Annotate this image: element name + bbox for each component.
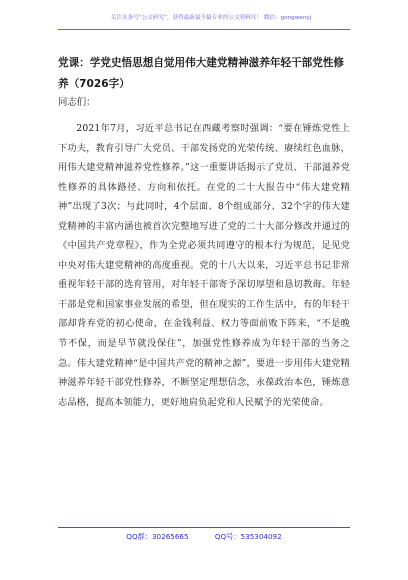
header-banner: 关注头条号“公文研究”，获得最新最全最专业的公文资料库！ 微信：gongwenyj bbox=[110, 15, 312, 21]
salutation: 同志们： bbox=[58, 97, 96, 108]
body-paragraph: 2021年7月，习近平总书记在西藏考察时强调：“要在锤炼党性上下功夫，教育引导广大党员、干部发扬党的光荣传统、赓续红色血脉，用伟大建党精神滋养党性修养。”这一重要讲话揭示了党员、干部滋养党性修养的具体路径、方向和依托。在党的二十大报告中“伟大建党精神”出现了3次；与此同时，4个层面、8个组成部分、32个字的伟大建党精神的丰富内涵也被首次完整地写进了党的二十大部分修改并通过的《中国共产党章程》，作为全党必须共同遵守的根本行为规范，足见党中央对伟大建党精神的高度重视。党的十八大以来，习近平总书记非常重视年轻干部的选育管用，对年轻干部寄予深切厚望和恳切教诲。年轻干部是党和国家事业发展的希望，但在现实的工作生活中，有的年轻干部却背弃党的初心使命，在金钱利益、权力等面前败下阵来，“不是晚节不保，而是早节就没保住”，加强党性修养成为年轻干部的当务之急。伟大建党精神“是中国共产党的精神之源”，要进一步用伟大建党精神滋养年轻干部党性修养，不断坚定理想信念，永葆政治本色，锤炼意志品格，提高本领能力，更好地肩负起党和人民赋予的光荣使命。 bbox=[58, 123, 350, 408]
footer-divider bbox=[58, 527, 350, 528]
qq-group-number: QQ群：30265665 bbox=[126, 532, 189, 541]
body-text bbox=[58, 119, 350, 412]
footer-contacts bbox=[58, 532, 350, 542]
header-divider bbox=[58, 29, 350, 30]
document-title: 党课：学党史悟思想自觉用伟大建党精神滋养年轻干部党性修养（7026字） bbox=[58, 57, 345, 90]
qq-number: QQ号：535304092 bbox=[214, 532, 282, 541]
